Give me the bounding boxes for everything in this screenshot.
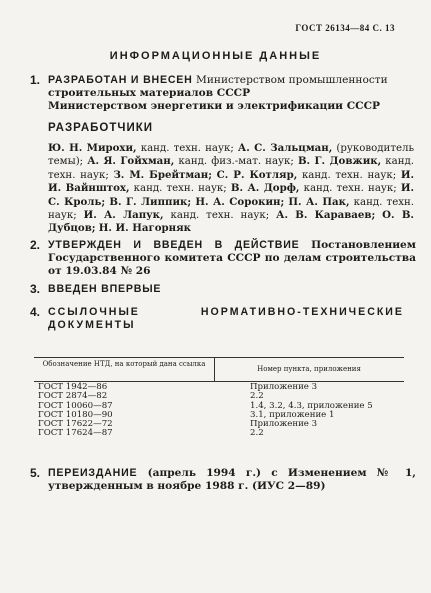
developer-role: канд. техн. наук; — [299, 183, 401, 195]
table-cell-doc: ГОСТ 1942—86 — [38, 382, 108, 392]
section-number: 1. — [30, 73, 41, 87]
developer-role: канд. техн. наук; — [297, 169, 401, 181]
section-heading: ССЫЛОЧНЫЕ НОРМАТИВНО-ТЕХНИЧЕСКИЕ ДОКУМЕНТЫ — [48, 306, 404, 331]
section-text: Министерством промышленности — [195, 74, 388, 86]
table-cell-doc: ГОСТ 2874—82 — [38, 391, 108, 402]
table-cell-doc: ГОСТ 17624—87 — [38, 428, 113, 439]
section-2 — [30, 239, 416, 278]
developer-name: В. Г. Довжик, — [297, 155, 382, 168]
section-3 — [30, 283, 416, 296]
developer-role: канд. техн. наук; — [48, 196, 414, 222]
developer-name: А. С. Зальцман, — [237, 142, 333, 154]
section-number: 3. — [30, 282, 41, 296]
section-text: Постановлением Государственного комитета СССР по делам строительства от 19.03.84 № 26 — [48, 239, 416, 277]
developer-name: Н. А. Сорокин; — [195, 195, 285, 208]
table-cell-doc: ГОСТ 10060—87 — [38, 400, 113, 411]
section-text: (апрель 1994 г.) с Изменением № 1, утвержденным в ноябре 1988 г. (ИУС 2—89) — [48, 467, 416, 492]
developer-role: канд. техн. наук; — [48, 156, 414, 181]
table-cell-clause: 2.2 — [250, 428, 264, 439]
developer-role: канд. техн. наук; — [136, 143, 238, 154]
developer-name: И. А. Лапук, — [83, 209, 164, 222]
developer-name: Ю. Н. Мирохи, — [48, 142, 137, 154]
table-header-doc: Обозначение НТД, на который дана ссылка — [42, 360, 206, 368]
section-text: строительных материалов СССР — [48, 87, 251, 99]
developer-name: И. С. Кроль; — [48, 182, 415, 208]
section-number: 4. — [30, 305, 41, 319]
developers-heading: РАЗРАБОТЧИКИ — [48, 122, 153, 134]
developer-name: П. А. Пак, — [288, 195, 350, 208]
table-column-divider — [214, 357, 215, 381]
table-cell-doc: ГОСТ 10180—90 — [38, 409, 113, 420]
developer-name: В. А. Дорф, — [230, 182, 300, 195]
section-5 — [30, 467, 416, 493]
table-header-clause: Номер пункта, приложения — [257, 365, 361, 373]
developer-name: Н. И. Нагорняк — [98, 222, 191, 235]
section-heading: ПЕРЕИЗДАНИЕ — [48, 467, 138, 479]
table-cell-clause: 3.1, приложение 1 — [250, 409, 335, 420]
developer-role: (руководитель темы); — [48, 143, 414, 168]
section-heading: ВВЕДЕН ВПЕРВЫЕ — [48, 283, 162, 295]
developer-role: канд. физ.-мат. наук; — [174, 156, 298, 168]
table-top-rule — [34, 357, 404, 358]
developers-list — [48, 142, 414, 236]
developer-role: канд. техн. наук; — [163, 210, 277, 222]
developer-role: канд. техн. наук; — [129, 183, 231, 195]
table-row — [34, 429, 404, 438]
developer-name: З. М. Брейтман; — [113, 168, 212, 181]
developer-name: О. В. Дубцов; — [48, 209, 414, 235]
table-cell-clause: Приложение 3 — [250, 382, 318, 392]
table-cell-clause: Приложение 3 — [250, 419, 318, 430]
section-number: 2. — [30, 238, 41, 252]
table-cell-doc: ГОСТ 17622—72 — [38, 419, 113, 430]
running-head: ГОСТ 26134—84 С. 13 — [295, 23, 395, 33]
section-heading: УТВЕРЖДЕН И ВВЕДЕН В ДЕЙСТВИЕ — [48, 239, 300, 251]
section-4 — [30, 306, 416, 332]
page-title: ИНФОРМАЦИОННЫЕ ДАННЫЕ — [109, 50, 322, 62]
developer-name: С. Р. Котляр, — [216, 168, 298, 181]
section-heading: РАЗРАБОТАН И ВНЕСЕН — [48, 74, 193, 86]
developer-name: И. И. Вайнштох, — [48, 168, 414, 195]
section-1 — [30, 74, 416, 113]
section-number: 5. — [30, 466, 41, 480]
developer-name: А. В. Караваев; — [276, 209, 376, 222]
developer-name: А. Я. Гойхман, — [87, 155, 175, 168]
developer-name: В. Г. Липпик; — [109, 195, 192, 208]
table-body — [34, 383, 404, 439]
table-cell-clause: 2.2 — [250, 391, 264, 402]
table-cell-clause: 1.4, 3.2, 4.3, приложение 5 — [250, 400, 373, 411]
section-text: Министерством энергетики и электрификации СССР — [48, 100, 380, 112]
